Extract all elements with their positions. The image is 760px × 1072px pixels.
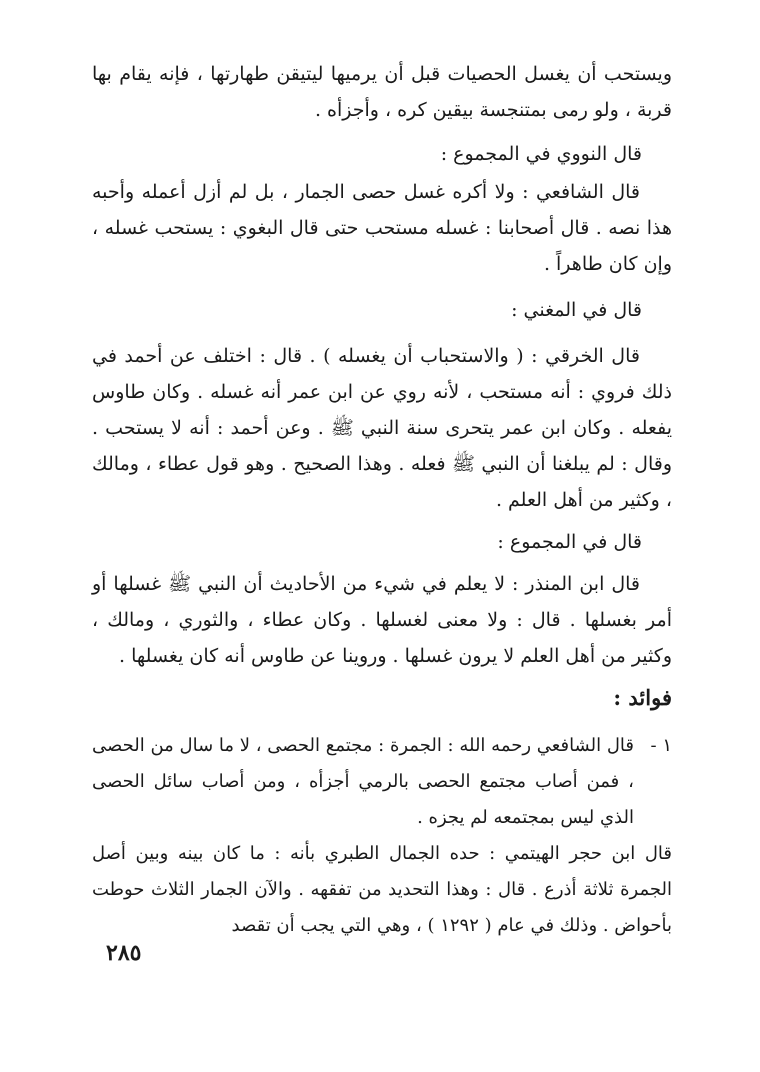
- paragraph-kharaqi: قال الخرقي : ( والاستحباب أن يغسله ) . قال : اختلف عن أحمد في ذلك فروي : أنه مستحب ، لأنه روي عن ابن عمر أنه غسله . وكان طاوس يفعله . وكان ابن عمر يتحرى سنة النبي ﷺ . وعن أحمد : أنه لا يستحب . وقال : لم يبلغنا أن النبي ﷺ فعله . وهذا الصحيح . وهو قول عطاء ، ومالك ، وكثير من أهل العلم .: [92, 345, 672, 511]
- notes-list: [92, 728, 672, 944]
- note-item: [92, 728, 672, 836]
- heading-mughni: قال في المغني :: [511, 299, 642, 321]
- page-number: ٢٨٥: [106, 940, 142, 966]
- note-text: قال الشافعي رحمه الله : الجمرة : مجتمع الحصى ، لا ما سال من الحصى ، فمن أصاب مجتمع الحصى بالرمي أجزأه ، ومن أصاب سائل الحصى الذي ليس بمجتمعه لم يجزه .: [92, 735, 634, 828]
- paragraph-shafii: قال الشافعي : ولا أكره غسل حصى الجمار ، بل لم أزل أعمله وأحبه هذا نصه . قال أصحابنا : غسله مستحب حتى قال البغوي : يستحب غسله ، وإن كان طاهراً .: [92, 181, 672, 275]
- heading-nawawi-majmu: قال النووي في المجموع :: [440, 143, 642, 165]
- heading-majmu: قال في المجموع :: [497, 531, 642, 553]
- note-paragraph-haytami: قال ابن حجر الهيتمي : حده الجمال الطبري بأنه : ما كان بينه وبين أصل الجمرة ثلاثة أذرع . قال : وهذا التحديد من تفقهه . والآن الجمار الثلاث حوطت بأحواض . وذلك في عام ( ١٢٩٢ ) ، وهي التي يجب أن تقصد: [92, 843, 672, 936]
- note-number: ١ -: [650, 735, 672, 756]
- paragraph-wash-pebbles: ويستحب أن يغسل الحصيات قبل أن يرميها ليتيقن طهارتها ، فإنه يقام بها قربة ، ولو رمى بمتنجسة بيقين كره ، وأجزأه .: [92, 63, 672, 121]
- notes-title: فوائد :: [613, 685, 672, 710]
- paragraph-ibn-mundhir: قال ابن المنذر : لا يعلم في شيء من الأحاديث أن النبي ﷺ غسلها أو أمر بغسلها . قال : ولا معنى لغسلها . وكان عطاء ، والثوري ، ومالك ، وكثير من أهل العلم لا يرون غسلها . وروينا عن طاوس أنه كان يغسلها .: [92, 573, 672, 667]
